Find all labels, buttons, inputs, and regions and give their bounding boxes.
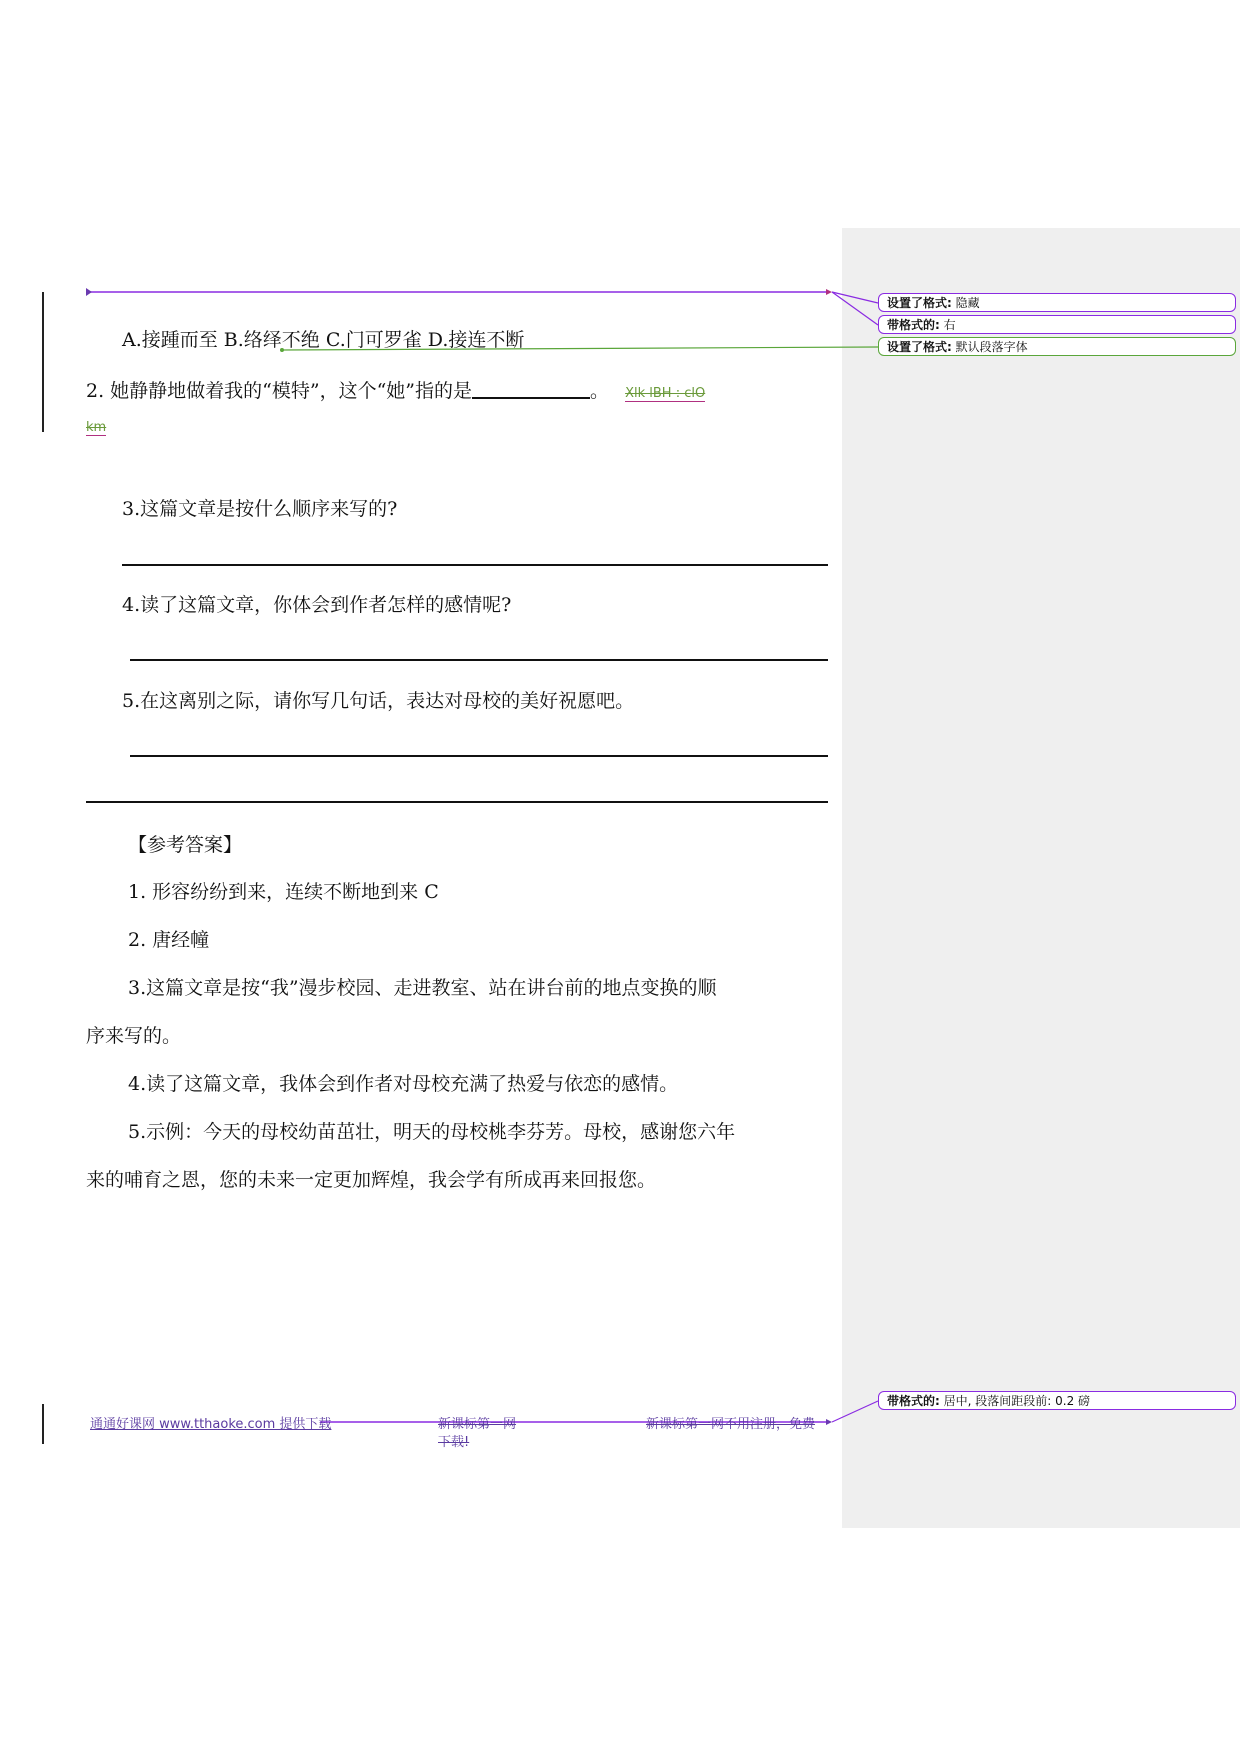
deleted-text: km [86,420,107,435]
question-4: 4.读了这篇文章，你体会到作者怎样的感情呢? [122,594,512,616]
question-2 [86,376,705,403]
answer-line[interactable] [122,564,828,566]
balloon-value: 右 [943,318,956,332]
balloon-value: 隐藏 [955,296,980,310]
answer-1: 1. 形容纷纷到来，连续不断地到来 C [128,881,439,903]
answer-line[interactable] [130,755,828,757]
balloon-label: 带格式的: [887,318,940,332]
footer-right-text: 新课标第一网不用注册，免费 [646,1417,816,1432]
answer-3-line-2: 序来写的。 [86,1025,182,1047]
answer-line[interactable] [86,801,828,803]
answer-title: 【参考答案】 [128,834,243,856]
format-balloon[interactable] [878,1391,1236,1410]
footer-middle-text-2: 下载! [438,1435,470,1450]
footer-left-link[interactable]: 通通好课网 www.tthaoke.com 提供下载 [90,1417,332,1432]
balloon-label: 设置了格式: [887,296,952,310]
format-balloon[interactable] [878,337,1236,356]
answer-4: 4.读了这篇文章，我体会到作者对母校充满了热爱与依恋的感情。 [128,1073,679,1095]
format-balloon[interactable] [878,293,1236,312]
answer-blank[interactable] [472,379,590,399]
balloon-label: 带格式的: [887,1394,940,1408]
question-5: 5.在这离别之际，请你写几句话，表达对母校的美好祝愿吧。 [122,690,635,712]
footer-middle-text: 新课标第一网 [438,1417,517,1432]
question-3: 3.这篇文章是按什么顺序来写的? [122,498,398,520]
balloon-value: 默认段落字体 [955,340,1028,354]
answer-3-line-1: 3.这篇文章是按“我”漫步校园、走进教室、站在讲台前的地点变换的顺 [128,977,717,999]
answer-5-line-2: 来的哺育之恩，您的未来一定更加辉煌，我会学有所成再来回报您。 [86,1169,657,1191]
deleted-text-line [86,414,106,436]
question-2-end: 。 [590,380,610,402]
answer-line[interactable] [130,659,828,661]
question-2-text: 2. 她静静地做着我的“模特”，这个“她”指的是 [86,380,473,402]
format-balloon[interactable] [878,315,1236,334]
answer-5-line-1: 5.示例：今天的母校幼苗茁壮，明天的母校桃李芬芳。母校，感谢您六年 [128,1121,736,1143]
balloon-value: 居中, 段落间距段前: 0.2 磅 [943,1394,1091,1408]
answer-2: 2. 唐经幢 [128,929,210,951]
deleted-text: Xlk lBH : clO [625,386,706,401]
balloon-label: 设置了格式: [887,340,952,354]
question-1-options: A.接踵而至 B.络绎不绝 C.门可罗雀 D.接连不断 [122,329,525,351]
